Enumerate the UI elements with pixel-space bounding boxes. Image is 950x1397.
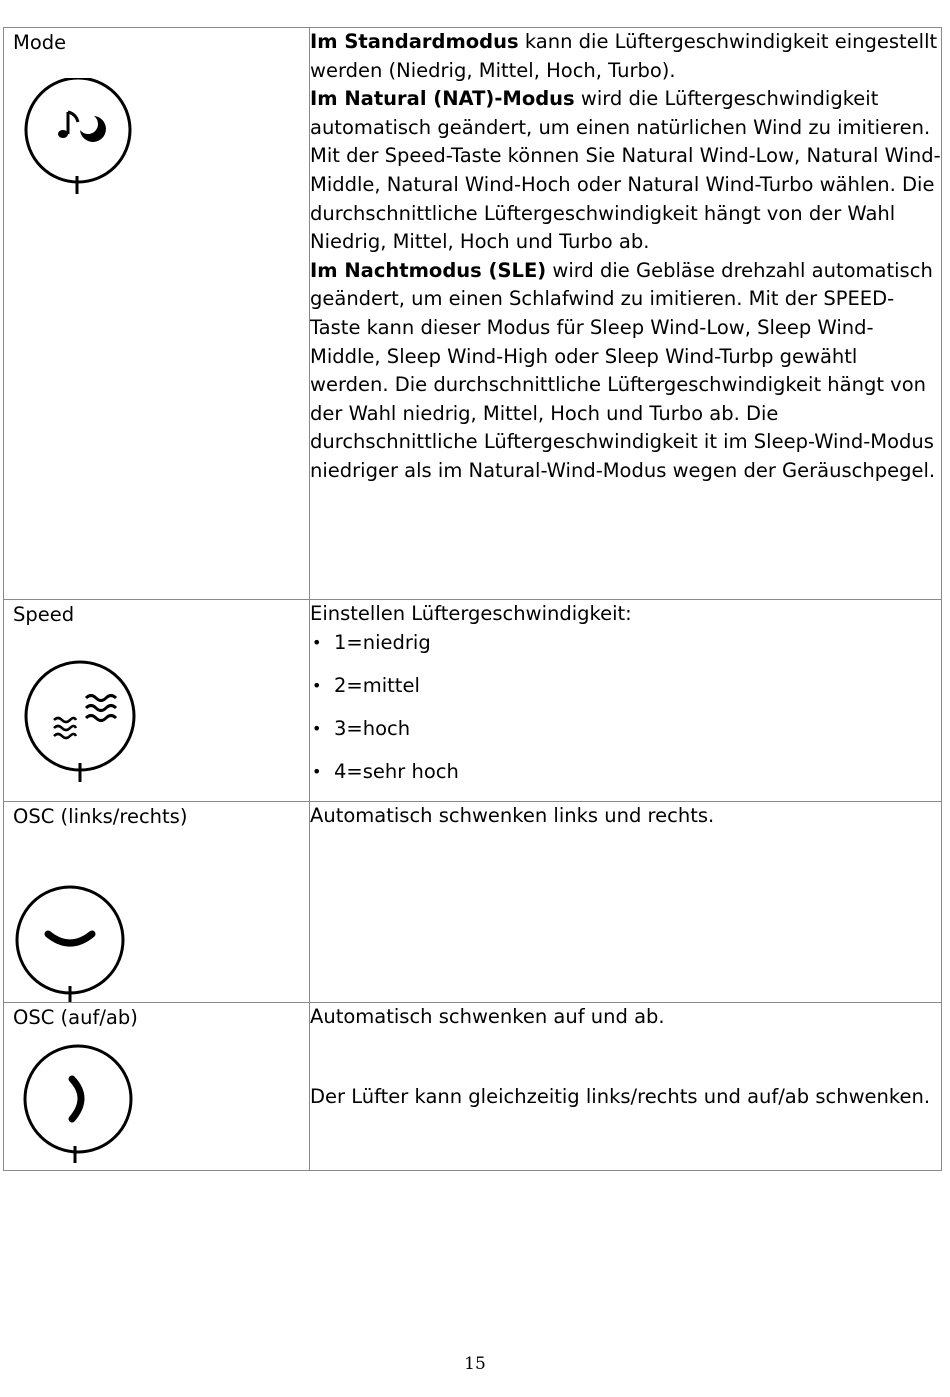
description-cell-speed — [310, 600, 942, 802]
night-mode-heading: Im Nachtmodus (SLE) — [310, 258, 547, 282]
standard-mode-heading: Im Standardmodus — [310, 30, 519, 53]
wind-waves-speed-icon — [20, 660, 140, 785]
label-cell-mode — [4, 28, 310, 600]
speed-list-item: • 3=hoch — [310, 715, 941, 743]
swing-left-right-icon — [14, 882, 134, 1002]
speed-list-item: • 1=niedrig — [310, 629, 941, 657]
description-cell-osc-lr — [310, 802, 942, 1003]
row-label-speed: Speed — [13, 603, 75, 626]
row-label-mode: Mode — [13, 31, 67, 54]
osc-combined-note: Der Lüfter kann gleichzeitig links/rechts und auf/ab schwenken. — [310, 1084, 931, 1108]
swing-up-down-icon — [20, 1043, 140, 1165]
row-label-osc-lr: OSC (links/rechts) — [13, 805, 188, 828]
standard-mode-text: kann die Lüftergeschwindigkeit eingestellt werden (Niedrig, Mittel, Hoch, Turbo). — [310, 30, 938, 82]
natural-mode-text: wird die Lüftergeschwindigkeit automatisch geändert, um einen natürlichen Wind zu imitieren. Mit der Speed-Taste können Sie Natural Wind-Low, Natural Wind-Middle, Natural Wind-Hoch oder Natural Wind-Turbo wählen. Die durchschnittliche Lüftergeschwindigkeit hängt von der Wahl Niedrig, Mittel, Hoch und Turbo ab. — [310, 87, 941, 254]
osc-ud-description: Automatisch schwenken auf und ab. — [310, 1005, 665, 1028]
speed-list-item: • 4=sehr hoch — [310, 758, 941, 786]
row-label-osc-ud: OSC (auf/ab) — [13, 1006, 138, 1029]
natural-mode-heading: Im Natural (NAT)-Modus — [310, 87, 575, 111]
speed-list-item: • 2=mittel — [310, 672, 941, 700]
page-number: 15 — [464, 1354, 486, 1374]
table-row-osc-ud — [4, 1003, 942, 1171]
label-cell-speed — [4, 600, 310, 802]
night-mode-text: wird die Gebläse drehzahl automatisch geändert, um einen Schlafwind zu imitieren. Mit der SPEED-Taste kann dieser Modus für Sleep Wind-Low, Sleep Wind-Middle, Sleep Wind-High oder Sleep Wind-Turbp gewähtl werden. Die durchschnittliche Lüftergeschwindigkeit hängt von der Wahl niedrig, Mittel, Hoch und Turbo ab. Die durchschnittliche Lüftergeschwindigkeit it im Sleep-Wind-Modus niedriger als im Natural-Wind-Modus wegen der Geräuschpegel. — [310, 258, 936, 482]
table-row-speed — [4, 600, 942, 802]
speed-intro: Einstellen Lüftergeschwindigkeit: — [310, 602, 632, 625]
speed-list — [310, 629, 941, 786]
description-cell-osc-ud — [310, 1003, 942, 1171]
label-cell-osc-ud — [4, 1003, 310, 1171]
label-cell-osc-lr — [4, 802, 310, 1003]
function-table — [3, 27, 942, 1171]
table-row-mode — [4, 28, 942, 600]
table-row-osc-lr — [4, 802, 942, 1003]
osc-lr-description: Automatisch schwenken links und rechts. — [310, 804, 715, 827]
moon-note-mode-icon — [18, 78, 138, 198]
mode-description — [310, 28, 941, 486]
description-cell-mode — [310, 28, 942, 600]
